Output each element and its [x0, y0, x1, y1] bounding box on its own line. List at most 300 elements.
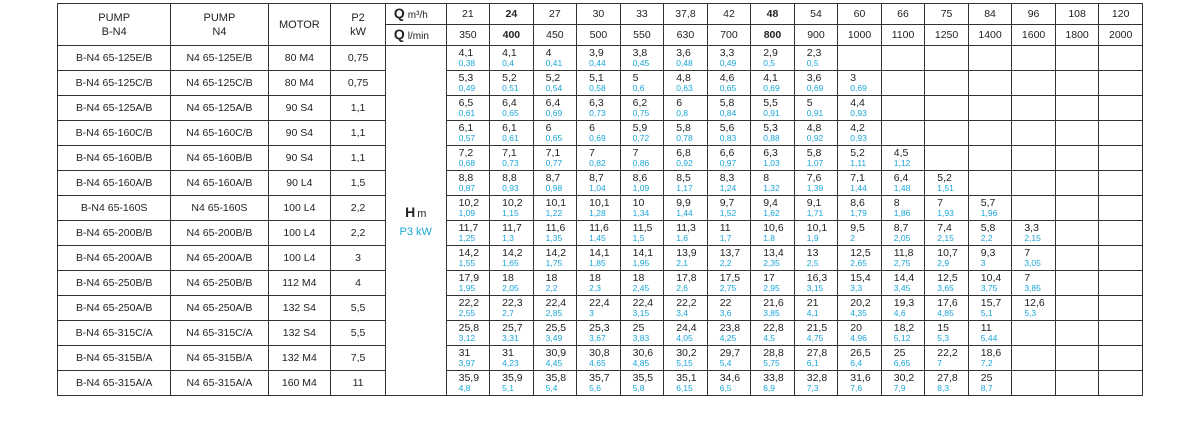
power-value: 1,48 — [893, 183, 911, 193]
head-value: 30,2 — [676, 347, 697, 359]
head-value: 7 — [589, 147, 595, 159]
table-row — [58, 321, 1143, 346]
head-power-cell — [1012, 221, 1056, 246]
head-power-cell — [446, 146, 490, 171]
motor-value: 132 S4 — [268, 321, 331, 346]
p2-value: 2,2 — [331, 196, 386, 221]
head-power-cell — [838, 246, 882, 271]
model-n4: N4 65-160A/B — [171, 171, 268, 196]
head-value: 5,5 — [763, 97, 778, 109]
head-value: 13 — [806, 247, 819, 259]
table-row — [58, 346, 1143, 371]
head-power-cell — [620, 371, 664, 396]
head-value: 7 — [1024, 272, 1031, 284]
head-power-cell — [838, 71, 882, 96]
head-value: 22,3 — [502, 297, 523, 309]
power-value: 0,86 — [632, 158, 650, 168]
head-power-cell — [1055, 371, 1099, 396]
head-power-cell — [1055, 171, 1099, 196]
head-power-cell — [446, 71, 490, 96]
power-value: 0,61 — [502, 133, 519, 143]
head-power-cell — [664, 146, 708, 171]
head-value: 22 — [719, 297, 732, 309]
power-value: 7,9 — [893, 383, 906, 393]
power-value: 3,3 — [850, 283, 863, 293]
head-value: 27,8 — [937, 372, 958, 384]
head-power-cell — [925, 46, 969, 71]
head-power-cell — [1055, 96, 1099, 121]
power-value: 1,52 — [719, 208, 737, 218]
power-value: 5,3 — [1024, 308, 1037, 318]
head-power-cell — [794, 46, 838, 71]
head-value: 8,7 — [589, 172, 604, 184]
head-power-cell — [1099, 346, 1143, 371]
head-value: 7 — [1024, 247, 1031, 259]
head-label: H m — [405, 203, 427, 220]
power-value: 4,5 — [763, 333, 776, 343]
head-power-cell — [446, 296, 490, 321]
head-power-cell — [533, 371, 577, 396]
head-power-cell — [1099, 146, 1143, 171]
head-power-cell — [838, 296, 882, 321]
power-value: 5,75 — [763, 358, 780, 368]
p2-value: 4 — [331, 271, 386, 296]
power-value: 5,6 — [589, 383, 601, 393]
head-power-cell — [533, 121, 577, 146]
flow-lmin-value: 550 — [620, 25, 664, 46]
power-value: 5,12 — [893, 333, 911, 343]
power-value: 0,54 — [545, 83, 563, 93]
power-value: 0,69 — [763, 83, 780, 93]
head-power-cell — [751, 346, 795, 371]
head-power-cell — [881, 121, 925, 146]
power-value: 2,6 — [676, 283, 689, 293]
power-value: 6,4 — [850, 358, 863, 368]
head-value: 35,8 — [545, 372, 567, 384]
head-power-cell — [446, 221, 490, 246]
head-power-cell — [794, 221, 838, 246]
head-value: 5,8 — [719, 97, 735, 109]
flow-m3h-value: 24 — [490, 4, 534, 25]
power-value: 3 — [589, 308, 594, 318]
head-power-cell — [664, 296, 708, 321]
power-value: 1,7 — [719, 233, 732, 243]
head-power-cell — [533, 296, 577, 321]
flow-lmin-value: 500 — [577, 25, 621, 46]
flow-lmin-value: 1100 — [881, 25, 925, 46]
head-power-cell — [925, 321, 969, 346]
model-n4: N4 65-315C/A — [171, 321, 268, 346]
head-value: 16,3 — [806, 272, 828, 284]
flow-m3h-value: 108 — [1055, 4, 1099, 25]
head-power-cell — [490, 121, 534, 146]
power-value: 2 — [850, 233, 855, 243]
head-value: 19,3 — [893, 297, 915, 309]
head-power-cell — [490, 71, 534, 96]
head-power-cell — [838, 321, 882, 346]
power-value: 0,49 — [458, 83, 476, 93]
head-power-cell — [533, 321, 577, 346]
head-power-cell — [577, 246, 621, 271]
head-power-cell — [794, 321, 838, 346]
model-b-n4: B-N4 65-160C/B — [58, 121, 171, 146]
power-value: 0,65 — [545, 133, 563, 143]
head-value: 18 — [545, 272, 558, 284]
head-value: 22,2 — [458, 297, 480, 309]
head-power-cell — [664, 371, 708, 396]
head-value: 4,4 — [850, 97, 865, 109]
flow-lmin-value: 1600 — [1012, 25, 1056, 46]
model-n4: N4 65-125A/B — [171, 96, 268, 121]
head-power-cell — [1012, 346, 1056, 371]
head-power-cell — [751, 271, 795, 296]
power-value: 1,28 — [589, 208, 606, 218]
head-value: 13,4 — [763, 247, 784, 259]
head-power-cell — [533, 96, 577, 121]
power-value: 7 — [937, 358, 943, 368]
head-value: 5,8 — [676, 122, 691, 134]
head-value: 5 — [806, 97, 813, 109]
head-power-cell — [1012, 296, 1056, 321]
head-value: 11,7 — [502, 222, 522, 234]
power-value: 1,44 — [676, 208, 693, 218]
head-power-cell — [794, 71, 838, 96]
head-value: 14,2 — [545, 247, 567, 259]
motor-value: 132 S4 — [268, 296, 331, 321]
power-value: 4,05 — [676, 333, 693, 343]
power-value: 5,1 — [502, 383, 514, 393]
head-power-cell — [968, 346, 1012, 371]
head-value: 7 — [632, 147, 639, 159]
power-value: 3,67 — [589, 333, 606, 343]
head-power-cell — [664, 46, 708, 71]
head-value: 22,8 — [763, 322, 784, 334]
head-power-cell — [707, 246, 751, 271]
head-value: 31 — [458, 347, 471, 359]
head-value: 6,3 — [763, 147, 778, 159]
head-value: 6,8 — [676, 147, 691, 159]
head-value: 35,1 — [676, 372, 697, 384]
power-value: 1,62 — [763, 208, 780, 218]
table-row — [58, 146, 1143, 171]
power-value: 2,15 — [937, 233, 954, 243]
head-power-cell — [664, 96, 708, 121]
head-value: 27,8 — [806, 347, 828, 359]
head-value: 14,1 — [589, 247, 610, 259]
head-value: 10,1 — [806, 222, 828, 234]
power-value: 3,15 — [632, 308, 650, 318]
p2-value: 1,1 — [331, 146, 386, 171]
head-power-cell — [968, 321, 1012, 346]
power-value: 1,55 — [458, 258, 476, 268]
head-power-cell — [838, 96, 882, 121]
head-power-cell — [881, 171, 925, 196]
head-value: 4,5 — [893, 147, 909, 159]
head-power-cell — [751, 196, 795, 221]
head-value: 22,4 — [632, 297, 654, 309]
power-value: 0,48 — [676, 58, 693, 68]
head-value: 5,3 — [763, 122, 778, 134]
head-value: 7,6 — [806, 172, 822, 184]
head-value: 5,8 — [980, 222, 996, 234]
flow-m3h-value: 120 — [1099, 4, 1143, 25]
head-power-cell — [620, 321, 664, 346]
head-power-cell — [533, 71, 577, 96]
head-power-cell — [838, 221, 882, 246]
flow-m3h-value: 66 — [881, 4, 925, 25]
head-power-cell — [533, 271, 577, 296]
flow-m3h-value: 48 — [751, 4, 795, 25]
head-value: 4,6 — [719, 72, 735, 84]
head-power-cell — [1099, 246, 1143, 271]
power-value: 2,05 — [502, 283, 519, 293]
head-value: 14,1 — [632, 247, 654, 259]
head-power-cell — [838, 346, 882, 371]
flow-lmin-value: 350 — [446, 25, 490, 46]
power-value: 3,85 — [1024, 283, 1041, 293]
power-value: 0,92 — [806, 133, 824, 143]
motor-value: 112 M4 — [268, 271, 331, 296]
power-value: 3,12 — [458, 333, 476, 343]
head-value: 11 — [980, 322, 992, 334]
head-value: 30,6 — [632, 347, 654, 359]
power-value: 2,75 — [893, 258, 911, 268]
power-value: 8,7 — [980, 383, 993, 393]
power-value: 1,07 — [806, 158, 824, 168]
power-value: 1,45 — [589, 233, 606, 243]
power-value: 2,85 — [545, 308, 563, 318]
power-value: 2,05 — [893, 233, 911, 243]
head-value: 23,8 — [719, 322, 741, 334]
power-value: 4,23 — [502, 358, 519, 368]
power-value: 0,65 — [719, 83, 737, 93]
head-value: 5,3 — [458, 72, 474, 84]
head-value: 15,7 — [980, 297, 1002, 309]
head-power-cell — [707, 296, 751, 321]
power-value: 0,69 — [589, 133, 606, 143]
motor-value: 90 S4 — [268, 121, 331, 146]
head-value: 21,6 — [763, 297, 784, 309]
power-value: 4,35 — [850, 308, 867, 318]
head-value: 33,8 — [763, 372, 784, 384]
power-value: 1,04 — [589, 183, 606, 193]
head-power-cell — [751, 221, 795, 246]
head-power-cell — [794, 121, 838, 146]
head-value: 13,9 — [676, 247, 697, 259]
head-power-cell — [1099, 46, 1143, 71]
power-value: 3,15 — [806, 283, 824, 293]
model-b-n4: B-N4 65-125A/B — [58, 96, 171, 121]
head-value: 8,6 — [850, 197, 865, 209]
head-power-cell — [490, 321, 534, 346]
head-value: 17,9 — [458, 272, 480, 284]
head-power-cell — [925, 196, 969, 221]
model-b-n4: B-N4 65-125E/B — [58, 46, 171, 71]
head-value: 28,8 — [763, 347, 784, 359]
p2-value: 0,75 — [331, 46, 386, 71]
head-power-cell — [1012, 321, 1056, 346]
head-value: 3,3 — [1024, 222, 1039, 234]
head-power-cell — [794, 196, 838, 221]
model-b-n4: B-N4 65-160B/B — [58, 146, 171, 171]
head-power-legend — [385, 46, 446, 396]
head-value: 25 — [980, 372, 993, 384]
head-value: 6,3 — [589, 97, 604, 109]
head-value: 31 — [502, 347, 514, 359]
power-value: 0,63 — [676, 83, 693, 93]
head-power-cell — [1055, 146, 1099, 171]
power-value: 0,72 — [632, 133, 650, 143]
head-power-cell — [577, 221, 621, 246]
head-value: 11,5 — [632, 222, 653, 234]
head-value: 3,6 — [806, 72, 822, 84]
head-value: 8,7 — [893, 222, 909, 234]
table-row — [58, 271, 1143, 296]
head-power-cell — [620, 271, 664, 296]
head-power-cell — [664, 71, 708, 96]
head-power-cell — [1055, 296, 1099, 321]
head-value: 11 — [719, 222, 731, 234]
head-value: 14,2 — [458, 247, 480, 259]
head-value: 18,6 — [980, 347, 1002, 359]
head-value: 6 — [589, 122, 595, 134]
model-n4: N4 65-200A/B — [171, 246, 268, 271]
power-value: 0,61 — [458, 108, 476, 118]
power-value: 5,8 — [632, 383, 645, 393]
table-row — [58, 96, 1143, 121]
power-value: 3,97 — [458, 358, 476, 368]
power-value: 4,85 — [632, 358, 650, 368]
head-value: 6,4 — [893, 172, 909, 184]
flow-m3h-value: 42 — [707, 4, 751, 25]
power-value: 0,91 — [763, 108, 780, 118]
flow-lmin-value: 630 — [664, 25, 708, 46]
head-value: 14,2 — [502, 247, 523, 259]
head-value: 4,1 — [458, 47, 474, 59]
head-value: 25 — [893, 347, 906, 359]
head-power-cell — [968, 96, 1012, 121]
head-power-cell — [1099, 321, 1143, 346]
pump-performance-table — [57, 3, 1143, 396]
head-power-cell — [838, 146, 882, 171]
power-value: 2,7 — [502, 308, 514, 318]
model-b-n4: B-N4 65-250A/B — [58, 296, 171, 321]
power-value: 1,09 — [458, 208, 476, 218]
power-value: 6,15 — [676, 383, 693, 393]
power-value: 0,41 — [545, 58, 563, 68]
head-value: 7,4 — [937, 222, 952, 234]
flow-m3h-value: 33 — [620, 4, 664, 25]
power-value: 3,4 — [676, 308, 689, 318]
head-value: 3,8 — [632, 47, 648, 59]
model-b-n4: B-N4 65-125C/B — [58, 71, 171, 96]
power-value: 7,3 — [806, 383, 819, 393]
power-value: 4,6 — [893, 308, 906, 318]
head-power-cell — [881, 246, 925, 271]
head-power-cell — [533, 46, 577, 71]
head-power-cell — [1012, 71, 1056, 96]
power-value: 2,9 — [937, 258, 950, 268]
head-value: 10,1 — [589, 197, 610, 209]
power-value: 2,2 — [545, 283, 558, 293]
power-value: 2,3 — [589, 283, 601, 293]
head-power-cell — [620, 346, 664, 371]
power-value: 0,49 — [719, 58, 737, 68]
head-value: 7,1 — [545, 147, 561, 159]
head-value: 5,2 — [850, 147, 865, 159]
power-value: 0,44 — [589, 58, 606, 68]
power-value: 3,75 — [980, 283, 998, 293]
head-power-cell — [925, 71, 969, 96]
power-value: 4,25 — [719, 333, 737, 343]
flow-m3h-value: 27 — [533, 4, 577, 25]
head-power-cell — [881, 346, 925, 371]
model-n4: N4 65-315A/A — [171, 371, 268, 396]
power-value: 1,39 — [806, 183, 824, 193]
power-value: 5,4 — [545, 383, 558, 393]
head-value: 5,2 — [502, 72, 517, 84]
head-power-cell — [838, 121, 882, 146]
head-value: 20,2 — [850, 297, 871, 309]
flow-m3h-value: 75 — [925, 4, 969, 25]
head-value: 4,2 — [850, 122, 865, 134]
head-power-cell — [838, 46, 882, 71]
head-value: 18 — [502, 272, 514, 284]
head-value: 30,2 — [893, 372, 915, 384]
p2-value: 7,5 — [331, 346, 386, 371]
power-value: 6,9 — [763, 383, 776, 393]
head-power-cell — [968, 171, 1012, 196]
head-power-cell — [925, 146, 969, 171]
head-value: 10,2 — [458, 197, 480, 209]
head-power-cell — [446, 121, 490, 146]
power-value: 0,73 — [502, 158, 519, 168]
head-value: 6 — [676, 97, 683, 109]
head-value: 22,2 — [937, 347, 958, 359]
head-power-cell — [577, 271, 621, 296]
head-value: 14,4 — [893, 272, 915, 284]
head-value: 2,3 — [806, 47, 822, 59]
head-value: 8,8 — [502, 172, 517, 184]
p2-value: 3 — [331, 246, 386, 271]
head-value: 30,8 — [589, 347, 610, 359]
power-value: 1,15 — [502, 208, 519, 218]
head-power-cell — [664, 346, 708, 371]
power-value: 0,68 — [458, 158, 476, 168]
head-power-cell — [446, 171, 490, 196]
head-power-cell — [490, 196, 534, 221]
model-n4: N4 65-250A/B — [171, 296, 268, 321]
flow-lmin-value: 400 — [490, 25, 534, 46]
head-power-cell — [1099, 221, 1143, 246]
head-value: 21 — [806, 297, 819, 309]
power-value: 1,12 — [893, 158, 911, 168]
power-value: 1,11 — [850, 158, 867, 168]
head-value: 7 — [937, 197, 944, 209]
power-value: 3,31 — [502, 333, 519, 343]
flow-lmin-value: 1250 — [925, 25, 969, 46]
head-power-cell — [1099, 71, 1143, 96]
head-power-cell — [925, 96, 969, 121]
head-power-cell — [707, 371, 751, 396]
head-value: 5,8 — [806, 147, 822, 159]
head-power-cell — [707, 121, 751, 146]
head-power-cell — [925, 271, 969, 296]
head-value: 18 — [589, 272, 601, 284]
head-power-cell — [490, 246, 534, 271]
head-power-cell — [577, 371, 621, 396]
head-power-cell — [1055, 46, 1099, 71]
